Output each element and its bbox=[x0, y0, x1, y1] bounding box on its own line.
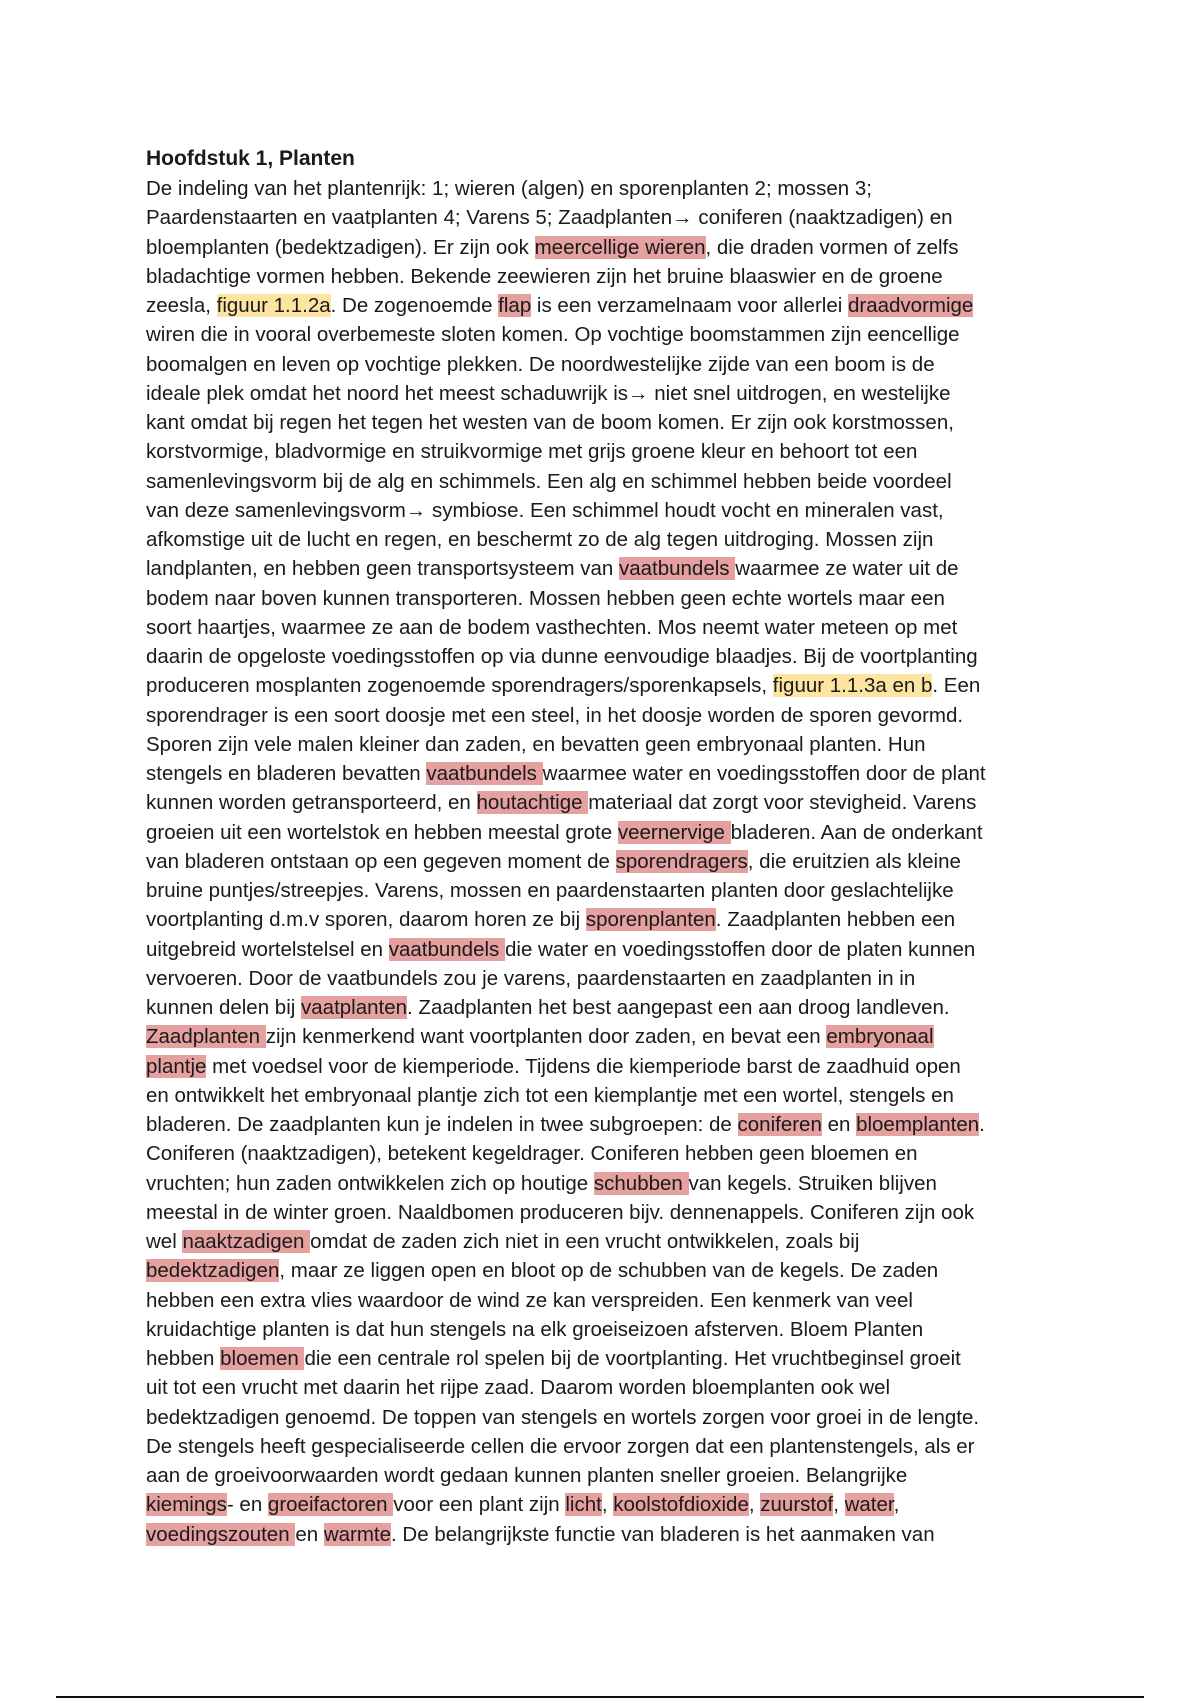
text-run: korstvormige, bladvormige en struikvormige met grijs groene kleur en behoort tot een bbox=[146, 440, 918, 464]
text-run: bruine puntjes/streepjes. Varens, mossen en paardenstaarten planten door geslachtelijke bbox=[146, 879, 954, 902]
text-run: waarmee ze water uit de bbox=[735, 557, 959, 581]
document-page bbox=[146, 144, 1076, 1549]
highlighted-term: vaatbundels bbox=[388, 937, 505, 961]
text-run: kant omdat bij regen het tegen het westen van de boom komen. Er zijn ook korstmossen, bbox=[146, 411, 954, 434]
text-line bbox=[146, 1052, 1076, 1081]
text-run: Paardenstaarten en vaatplanten 4; Varens 5; Zaadplanten→ coniferen (naaktzadigen) en bbox=[146, 206, 953, 230]
text-run: bedektzadigen genoemd. De toppen van stengels en wortels zorgen voor groei in de lengte. bbox=[146, 1405, 980, 1429]
text-run: hebben een extra vlies waardoor de wind ze kan verspreiden. Een kenmerk van veel bbox=[146, 1288, 913, 1312]
text-line bbox=[146, 584, 1076, 613]
text-line bbox=[146, 1022, 1076, 1051]
text-line bbox=[146, 1520, 1076, 1549]
text-line bbox=[146, 876, 1076, 905]
text-run: , maar ze liggen open en bloot op de schubben van de kegels. De zaden bbox=[279, 1259, 939, 1283]
text-line bbox=[146, 525, 1076, 554]
text-run: van bladeren ontstaan op een gegeven moment de bbox=[146, 849, 616, 873]
figure-reference: figuur 1.1.2a bbox=[216, 294, 331, 317]
text-run: Sporen zijn vele malen kleiner dan zaden, en bevatten geen embryonaal planten. Hun bbox=[146, 732, 926, 756]
text-run: , die draden vormen of zelfs bbox=[705, 235, 959, 259]
text-run: afkomstige uit de lucht en regen, en beschermt zo de alg tegen uitdroging. Mossen zijn bbox=[146, 528, 934, 551]
text-run: die een centrale rol spelen bij de voortplanting. Het vruchtbeginsel groeit bbox=[304, 1347, 961, 1370]
text-run: kunnen worden getransporteerd, en bbox=[146, 791, 477, 815]
text-run: boomalgen en leven op vochtige plekken. De noordwestelijke zijde van een boom is de bbox=[146, 352, 935, 376]
text-run: vervoeren. Door de vaatbundels zou je varens, paardenstaarten en zaadplanten in in bbox=[146, 966, 916, 990]
text-run: van kegels. Struiken blijven bbox=[688, 1171, 937, 1195]
text-run: aan de groeivoorwaarden wordt gedaan kunnen planten sneller groeien. Belangrijke bbox=[146, 1464, 908, 1487]
text-run: die water en voedingsstoffen door de platen kunnen bbox=[504, 937, 976, 961]
text-run: en ontwikkelt het embryonaal plantje zich tot een kiemplantje met een wortel, stengels en bbox=[146, 1083, 954, 1107]
text-line bbox=[146, 905, 1076, 934]
text-line bbox=[146, 847, 1076, 876]
highlighted-term: water bbox=[844, 1493, 894, 1517]
text-run: landplanten, en hebben geen transportsysteem van bbox=[146, 557, 619, 581]
text-run: , die eruitzien als kleine bbox=[747, 849, 961, 873]
text-run: hebben bbox=[146, 1347, 221, 1370]
text-run: stengels en bladeren bevatten bbox=[146, 762, 427, 785]
text-run: met voedsel voor de kiemperiode. Tijdens die kiemperiode barst de zaadhuid open bbox=[206, 1054, 961, 1078]
highlighted-term: groeifactoren bbox=[267, 1493, 394, 1517]
highlighted-term: bloemplanten bbox=[856, 1113, 980, 1136]
text-run: bodem naar boven kunnen transporteren. Mossen hebben geen echte wortels maar een bbox=[146, 586, 945, 610]
text-run: is een verzamelnaam voor allerlei bbox=[531, 294, 848, 317]
text-run: , bbox=[601, 1493, 614, 1517]
text-line bbox=[146, 701, 1076, 730]
text-run: groeien uit een wortelstok en hebben meestal grote bbox=[146, 820, 618, 844]
highlighted-term: plantje bbox=[146, 1054, 207, 1078]
text-line bbox=[146, 291, 1076, 320]
highlighted-term: zuurstof bbox=[760, 1493, 834, 1517]
highlighted-term: veernervige bbox=[617, 820, 731, 844]
text-line bbox=[146, 1403, 1076, 1432]
highlighted-term: bloemen bbox=[220, 1347, 305, 1370]
body-text bbox=[146, 174, 1076, 1549]
text-run: samenlevingsvorm bij de alg en schimmels. Een alg en schimmel hebben beide voordeel bbox=[146, 469, 952, 493]
text-run: voortplanting d.m.v sporen, daarom horen ze bij bbox=[146, 908, 586, 932]
highlighted-term: Zaadplanten bbox=[146, 1025, 266, 1049]
text-run: produceren mosplanten zogenoemde sporendragers/sporenkapsels, bbox=[146, 674, 773, 698]
text-line bbox=[146, 350, 1076, 379]
highlighted-term: sporenplanten bbox=[585, 908, 716, 932]
text-run: , bbox=[748, 1493, 761, 1517]
text-run: , bbox=[893, 1493, 900, 1517]
text-line bbox=[146, 1139, 1076, 1168]
text-line bbox=[146, 233, 1076, 262]
text-run: Coniferen (naaktzadigen), betekent kegeldrager. Coniferen hebben geen bloemen en bbox=[146, 1142, 918, 1166]
text-run: en bbox=[821, 1113, 857, 1136]
text-run: en bbox=[295, 1522, 324, 1546]
text-line bbox=[146, 1110, 1076, 1139]
text-run: . De belangrijkste functie van bladeren is het aanmaken van bbox=[391, 1522, 935, 1546]
text-line bbox=[146, 379, 1076, 408]
text-line bbox=[146, 642, 1076, 671]
text-line bbox=[146, 671, 1076, 700]
text-line bbox=[146, 730, 1076, 759]
text-line bbox=[146, 1461, 1076, 1490]
text-line bbox=[146, 1373, 1076, 1402]
text-run: - en bbox=[226, 1493, 268, 1517]
text-run: omdat de zaden zich niet in een vrucht ontwikkelen, zoals bij bbox=[310, 1230, 860, 1253]
highlighted-term: vaatbundels bbox=[426, 762, 543, 785]
highlighted-term: voedingszouten bbox=[146, 1522, 296, 1546]
highlighted-term: vaatbundels bbox=[618, 557, 736, 581]
highlighted-term: flap bbox=[498, 294, 532, 317]
text-run: , bbox=[833, 1493, 845, 1517]
text-run: . bbox=[979, 1113, 985, 1136]
highlighted-term: draadvormige bbox=[847, 294, 974, 317]
text-line bbox=[146, 437, 1076, 466]
text-line bbox=[146, 964, 1076, 993]
text-run: van deze samenlevingsvorm→ symbiose. Een schimmel houdt vocht en mineralen vast, bbox=[146, 498, 944, 522]
highlighted-term: warmte bbox=[323, 1522, 392, 1546]
text-line bbox=[146, 496, 1076, 525]
text-run: De stengels heeft gespecialiseerde cellen die ervoor zorgen dat een plantenstengels, als er bbox=[146, 1434, 975, 1458]
highlighted-term: licht bbox=[565, 1493, 602, 1517]
text-run: wiren die in vooral overbemeste sloten komen. Op vochtige boomstammen zijn eencellige bbox=[146, 323, 960, 347]
text-run: bladachtige vormen hebben. Bekende zeewieren zijn het bruine blaaswier en de groene bbox=[146, 264, 943, 288]
highlighted-term: kiemings bbox=[146, 1493, 227, 1517]
text-run: bloemplanten (bedektzadigen). Er zijn ook bbox=[146, 235, 535, 259]
text-run: ideale plek omdat het noord het meest schaduwrijk is→ niet snel uitdrogen, en westelijke bbox=[146, 381, 951, 405]
highlighted-term: vaatplanten bbox=[301, 996, 408, 1019]
text-line bbox=[146, 1256, 1076, 1285]
highlighted-term: koolstofdioxide bbox=[613, 1493, 749, 1517]
highlighted-term: meercellige wieren bbox=[534, 235, 706, 259]
text-run: bladeren. De zaadplanten kun je indelen in twee subgroepen: de bbox=[146, 1113, 738, 1136]
text-line bbox=[146, 203, 1076, 232]
text-run: materiaal dat zorgt voor stevigheid. Varens bbox=[588, 791, 977, 815]
text-line bbox=[146, 935, 1076, 964]
text-run: vruchten; hun zaden ontwikkelen zich op houtige bbox=[146, 1171, 594, 1195]
highlighted-term: schubben bbox=[593, 1171, 689, 1195]
highlighted-term: embryonaal bbox=[826, 1025, 934, 1049]
text-run: waarmee water en voedingsstoffen door de plant bbox=[542, 762, 986, 785]
text-line bbox=[146, 613, 1076, 642]
text-line bbox=[146, 408, 1076, 437]
text-line bbox=[146, 1490, 1076, 1519]
text-run: . Zaadplanten het best aangepast een aan droog landleven. bbox=[407, 996, 950, 1019]
text-line bbox=[146, 467, 1076, 496]
text-line bbox=[146, 1198, 1076, 1227]
text-line bbox=[146, 1432, 1076, 1461]
text-line bbox=[146, 788, 1076, 817]
highlighted-term: sporendragers bbox=[615, 849, 748, 873]
text-line bbox=[146, 818, 1076, 847]
text-line bbox=[146, 1169, 1076, 1198]
text-line bbox=[146, 320, 1076, 349]
highlighted-term: coniferen bbox=[737, 1113, 822, 1136]
text-run: bladeren. Aan de onderkant bbox=[730, 820, 983, 844]
footer-divider bbox=[56, 1696, 1144, 1698]
text-line bbox=[146, 993, 1076, 1022]
text-line bbox=[146, 554, 1076, 583]
page-title: Hoofdstuk 1, Planten bbox=[146, 147, 355, 170]
text-run: soort haartjes, waarmee ze aan de bodem vasthechten. Mos neemt water meteen op met bbox=[146, 615, 958, 639]
text-run: De indeling van het plantenrijk: 1; wieren (algen) en sporenplanten 2; mossen 3; bbox=[146, 177, 872, 200]
text-line bbox=[146, 1227, 1076, 1256]
text-run: kunnen delen bij bbox=[146, 996, 302, 1019]
text-line bbox=[146, 759, 1076, 788]
text-run: . Een bbox=[932, 674, 981, 698]
text-run: sporendrager is een soort doosje met een steel, in het doosje worden de sporen gevormd. bbox=[146, 703, 964, 727]
text-run: daarin de opgeloste voedingsstoffen op via dunne eenvoudige blaadjes. Bij de voortplanting bbox=[146, 645, 978, 668]
text-run: . De zogenoemde bbox=[330, 294, 499, 317]
text-run: . Zaadplanten hebben een bbox=[715, 908, 956, 932]
text-run: zijn kenmerkend want voortplanten door zaden, en bevat een bbox=[265, 1025, 827, 1049]
text-run: kruidachtige planten is dat hun stengels na elk groeiseizoen afsterven. Bloem Planten bbox=[146, 1317, 924, 1341]
text-line bbox=[146, 1344, 1076, 1373]
text-line bbox=[146, 1286, 1076, 1315]
text-run: voor een plant zijn bbox=[393, 1493, 566, 1517]
text-run: uit tot een vrucht met daarin het rijpe zaad. Daarom worden bloemplanten ook wel bbox=[146, 1376, 891, 1400]
highlighted-term: bedektzadigen bbox=[146, 1259, 280, 1283]
text-line bbox=[146, 1315, 1076, 1344]
text-line bbox=[146, 174, 1076, 203]
text-run: wel bbox=[146, 1230, 183, 1253]
highlighted-term: naaktzadigen bbox=[182, 1230, 311, 1253]
text-run: meestal in de winter groen. Naaldbomen produceren bijv. dennenappels. Coniferen zijn ook bbox=[146, 1200, 975, 1224]
text-line bbox=[146, 1081, 1076, 1110]
highlighted-term: houtachtige bbox=[476, 791, 589, 815]
text-run: uitgebreid wortelstelsel en bbox=[146, 937, 389, 961]
text-line bbox=[146, 262, 1076, 291]
figure-reference: figuur 1.1.3a en b bbox=[772, 674, 933, 698]
text-run: zeesla, bbox=[146, 294, 217, 317]
